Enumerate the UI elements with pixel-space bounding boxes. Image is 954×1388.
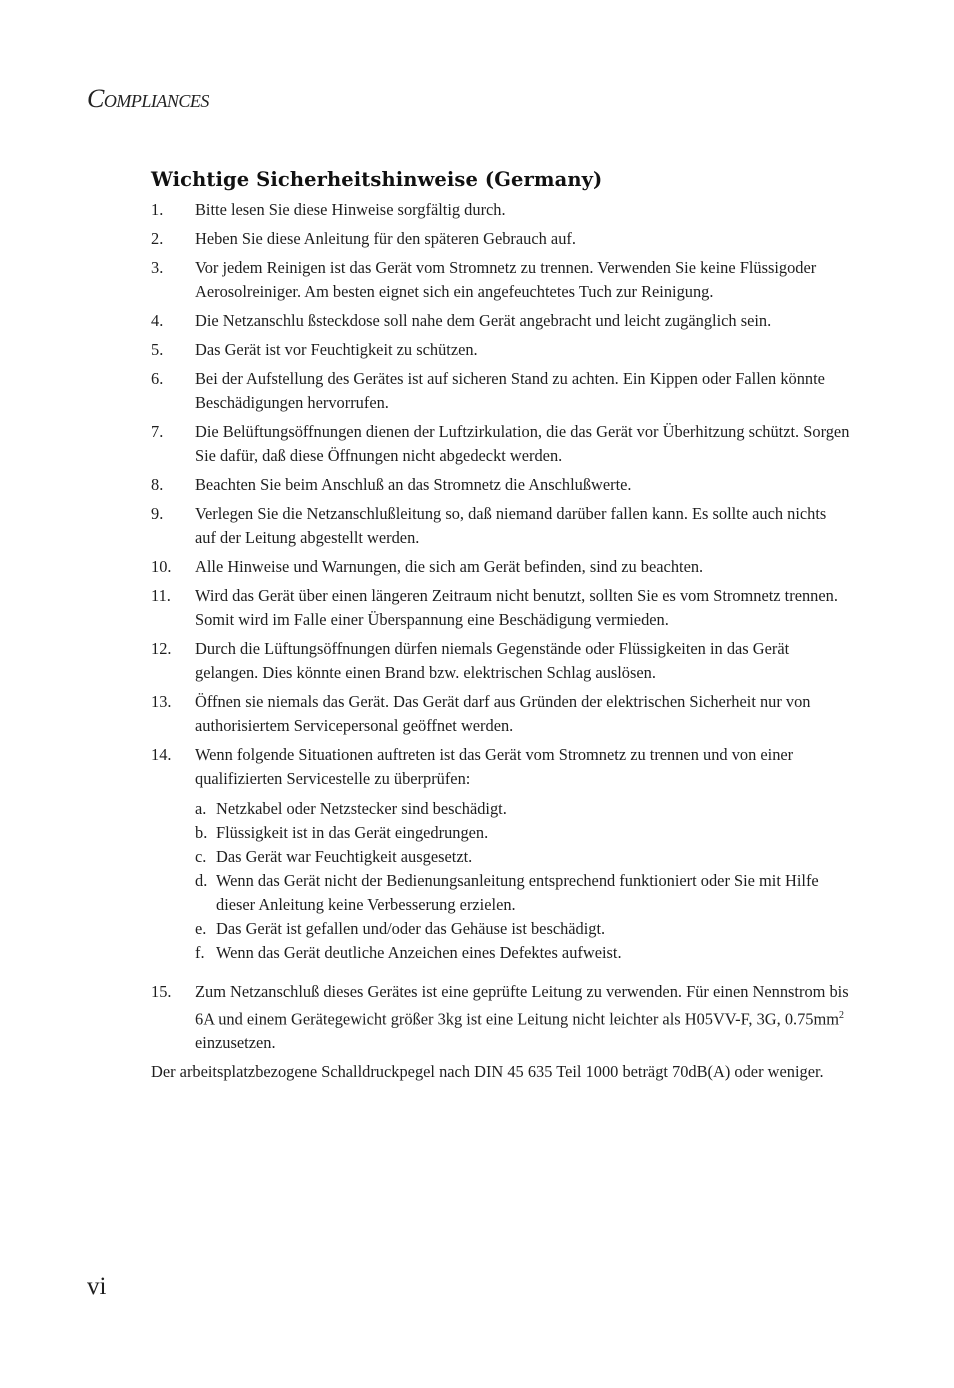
list-item bbox=[151, 367, 851, 415]
item-text: Die Belüftungsöffnungen dienen der Luftzirkulation, die das Gerät vor Überhitzung schützt. Sorgen Sie dafür, daß diese Öffnungen nicht abgedeckt werden. bbox=[195, 422, 850, 465]
item-number: 10. bbox=[151, 557, 172, 576]
item-text: Durch die Lüftungsöffnungen dürfen niemals Gegenstände oder Flüssigkeiten in das Gerät gelangen. Dies könnte einen Brand bzw. elektrischen Schlag auslösen. bbox=[195, 639, 790, 682]
item-text: Beachten Sie beim Anschluß an das Stromnetz die Anschlußwerte. bbox=[195, 475, 632, 494]
sub-item-text: Netzkabel oder Netzstecker sind beschädigt. bbox=[216, 799, 507, 818]
item-text bbox=[195, 980, 851, 1055]
main-content bbox=[151, 168, 851, 1101]
list-item bbox=[151, 502, 851, 550]
item-number: 9. bbox=[151, 504, 164, 523]
list-item bbox=[151, 743, 851, 975]
sub-list-item bbox=[195, 845, 851, 869]
item-text-end: einzusetzen. bbox=[195, 1033, 276, 1053]
list-item bbox=[151, 198, 851, 222]
superscript-two: 2 bbox=[839, 1010, 845, 1021]
section-title: Wichtige Sicherheitshinweise (Germany) bbox=[151, 168, 603, 191]
item-number: 11. bbox=[151, 586, 171, 605]
item-text: Heben Sie diese Anleitung für den späteren Gebrauch auf. bbox=[195, 229, 576, 248]
list-item bbox=[151, 637, 851, 685]
item-text: Öffnen sie niemals das Gerät. Das Gerät darf aus Gründen der elektrischen Sicherheit nur von authorisiertem Servicepersonal geöffnet werden. bbox=[195, 692, 811, 735]
item-number: 6. bbox=[151, 369, 164, 388]
item-text: Bitte lesen Sie diese Hinweise sorgfältig durch. bbox=[195, 200, 506, 219]
list-item bbox=[151, 256, 851, 304]
list-item bbox=[151, 420, 851, 468]
page-number: vi bbox=[87, 1273, 107, 1300]
sub-item-letter: a. bbox=[195, 799, 207, 818]
sub-item-letter: d. bbox=[195, 871, 208, 890]
sub-item-letter: c. bbox=[195, 847, 207, 866]
sub-list bbox=[195, 797, 851, 965]
list-item bbox=[151, 309, 851, 333]
sub-list-item bbox=[195, 797, 851, 821]
sub-list-item bbox=[195, 917, 851, 941]
sub-item-text: Das Gerät ist gefallen und/oder das Gehäuse ist beschädigt. bbox=[216, 919, 606, 938]
item-text: Alle Hinweise und Warnungen, die sich am Gerät befinden, sind zu beachten. bbox=[195, 557, 704, 576]
item-number: 7. bbox=[151, 422, 164, 441]
item-number: 8. bbox=[151, 475, 164, 494]
sub-item-letter: f. bbox=[195, 943, 205, 962]
item-text: Verlegen Sie die Netzanschlußleitung so, daß niemand darüber fallen kann. Es sollte auch nichts auf der Leitung abgestellt werden. bbox=[195, 504, 827, 547]
list-item bbox=[151, 473, 851, 497]
sub-item-text: Flüssigkeit ist in das Gerät eingedrungen. bbox=[216, 823, 489, 842]
item-text: Vor jedem Reinigen ist das Gerät vom Stromnetz zu trennen. Verwenden Sie keine Flüssigoder Aerosolreiniger. Am besten eignet sich ein angefeuchtetes Tuch zur Reinigung. bbox=[195, 258, 817, 301]
item-text: Bei der Aufstellung des Gerätes ist auf sicheren Stand zu achten. Ein Kippen oder Fallen könnte Beschädigungen hervorrufen. bbox=[195, 369, 825, 412]
closing-paragraph: Der arbeitsplatzbezogene Schalldruckpegel nach DIN 45 635 Teil 1000 beträgt 70dB(A) oder weniger. bbox=[151, 1062, 824, 1082]
item-text: Wird das Gerät über einen längeren Zeitraum nicht benutzt, sollten Sie es vom Stromnetz trennen. Somit wird im Falle einer Überspannung eine Beschädigung vermieden. bbox=[195, 586, 838, 629]
list-item bbox=[151, 980, 851, 1055]
sub-item-text: Das Gerät war Feuchtigkeit ausgesetzt. bbox=[216, 847, 473, 866]
item-text-main: Zum Netzanschluß dieses Gerätes ist eine geprüfte Leitung zu verwenden. Für einen Nennstrom bis 6A und einem Gerätegewicht größer 3kg ist eine Leitung nicht leichter als H05VV-F, 3G, 0.75mm bbox=[195, 982, 849, 1029]
item-number: 13. bbox=[151, 692, 172, 711]
item-text: Wenn folgende Situationen auftreten ist das Gerät vom Stromnetz zu trennen und von einer qualifizierten Servicestelle zu überprüfen: bbox=[195, 745, 794, 788]
item-number: 5. bbox=[151, 340, 164, 359]
sub-item-letter: b. bbox=[195, 823, 208, 842]
item-number: 3. bbox=[151, 258, 164, 277]
item-text: Die Netzanschlu ßsteckdose soll nahe dem Gerät angebracht und leicht zugänglich sein. bbox=[195, 311, 772, 330]
sub-item-text: Wenn das Gerät deutliche Anzeichen eines Defektes aufweist. bbox=[216, 943, 622, 962]
item-number: 14. bbox=[151, 745, 172, 764]
list-item bbox=[151, 227, 851, 251]
running-head: Compliances bbox=[87, 84, 209, 113]
list-item bbox=[151, 584, 851, 632]
item-number: 1. bbox=[151, 200, 164, 219]
sub-list-item bbox=[195, 821, 851, 845]
list-item bbox=[151, 555, 851, 579]
sub-item-text: Wenn das Gerät nicht der Bedienungsanleitung entsprechend funktioniert oder Sie mit Hilfe dieser Anleitung keine Verbesserung erzielen. bbox=[216, 871, 819, 914]
item-number: 12. bbox=[151, 639, 172, 658]
sub-list-item bbox=[195, 869, 851, 917]
item-number: 2. bbox=[151, 229, 164, 248]
item-text: Das Gerät ist vor Feuchtigkeit zu schützen. bbox=[195, 340, 478, 359]
item-number: 15. bbox=[151, 982, 172, 1001]
safety-instructions-list bbox=[151, 198, 851, 1055]
sub-item-letter: e. bbox=[195, 919, 207, 938]
list-item bbox=[151, 338, 851, 362]
sub-list-item bbox=[195, 941, 851, 965]
item-number: 4. bbox=[151, 311, 164, 330]
list-item bbox=[151, 690, 851, 738]
